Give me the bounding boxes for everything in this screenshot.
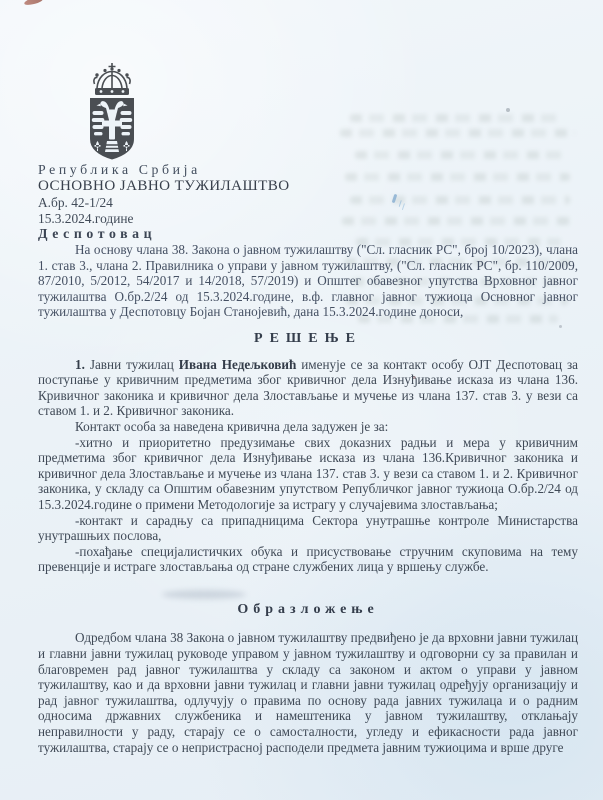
- appointee-name: Ивана Недељковић: [178, 356, 297, 372]
- item-number: 1.: [75, 356, 85, 372]
- reasoning-heading: Образложење: [237, 601, 379, 617]
- ink-smudge-artifact: [24, 0, 44, 6]
- serbia-coat-of-arms-emblem: [76, 62, 148, 162]
- letterhead: [38, 162, 290, 242]
- city-line: Деспотовац: [38, 226, 157, 241]
- bleed-through-artifact: [340, 129, 575, 137]
- duty-item-3: -похађање специјалистичких обука и присуствовање стручним скуповима на тему превенције и истраге злостављања од стране службених лица у вршењу службе.: [38, 543, 578, 575]
- item-rest-text: именује се за контакт особу ОЈТ Деспотовац за поступање у кривичним предметима због кривичног дела Изнуђивање исказа из члана 136. Кривичног законика и кривичног дела Злостављање и мучење из члана 137. став 3. у вези са ставом 1. и 2. Кривичног законика.: [38, 356, 579, 419]
- bleed-through-artifact: [350, 196, 570, 204]
- intro-paragraph: На основу члана 38. Закона о јавном тужилаштву ("Сл. гласник РС", број 10/2023), члана 1. став 3., члана 2. Правилника о управи у јавном тужилаштву, ("Сл. гласник РС", бр. 110/2009, 87/2010, 5/2012, 54/2017 и 14/2018, 57/2019) и Општег обавезног упутства Врховног јавног тужилаштва О.бр.2/24 од 15.3.2024.године, в.ф. главног јавног тужиоца Основног јавног тужилаштва у Деспотовцу Бојан Станојевић, дана 15.3.2024.године доноси,: [38, 242, 578, 320]
- reasoning-paragraph: Одредбом члана 38 Закона о јавном тужилаштву предвиђено је да врховни јавни тужилац и главни јавни тужилац руководе управом у јавном тужилаштву и одговорни су за правилан и благовремен рад јавног тужилаштва у складу са законом и актом о управи у јавном тужилаштву, као и да врховни јавни тужилац и главни јавни тужилац одређују организацију и рад јавног тужилаштва, одлучују о правима по основу рада јавних тужилаца и о радним односима државних службеника и намештеника у јавном тужилаштву, отклањају неправилности у раду, старају се о самосталности, угледу и ефикасности рада јавног тужилаштва, старају се о непристрасној расподели предмета јавним тужиоцима и врше друге: [38, 630, 578, 755]
- duty-item-1: -хитно и приоритетно предузимање свих доказних радњи и мера у кривичним предметима због кривичног дела Изнуђивање исказа из члана 136.Кривичног законика и кривичног дела Злостављање и мучење из члана 137. став 3. у вези са ставом 1. и 2. Кривичног законика, у складу са Општим обавезним упутством Републичког јавног тужиоца О.бр.2/24 од 15.3.2024.године о примени Методологије за истрагу у случајевима злостављања;: [38, 434, 578, 512]
- duties-intro-line: Контакт особа за наведена кривична дела задужен је за:: [75, 418, 389, 434]
- office-name-line: ОСНОВНО ЈАВНО ТУЖИЛАШТВО: [38, 177, 290, 194]
- case-number-line: А.бр. 42-1/24: [38, 195, 113, 210]
- bleed-through-artifact: [342, 217, 572, 225]
- decision-heading: РЕШЕЊЕ: [254, 330, 362, 346]
- serbia-coat-of-arms-icon: [76, 62, 148, 162]
- document-body: [38, 242, 578, 755]
- bleed-through-artifact: [345, 173, 570, 181]
- date-line: 15.3.2024.године: [38, 210, 134, 226]
- pen-mark-artifact: [392, 194, 398, 203]
- duty-item-2: -контакт и сарадњу са припадницима Сектора унутрашње контроле Министарства унутрашњих послова,: [38, 512, 578, 544]
- republic-line: Република Србија: [38, 162, 201, 177]
- decision-item-1: [38, 357, 578, 419]
- item-lead-text: Јавни тужилац: [84, 356, 179, 372]
- speck-artifact: [506, 108, 510, 112]
- bleed-through-artifact: [355, 151, 565, 159]
- bleed-through-artifact: [350, 114, 565, 122]
